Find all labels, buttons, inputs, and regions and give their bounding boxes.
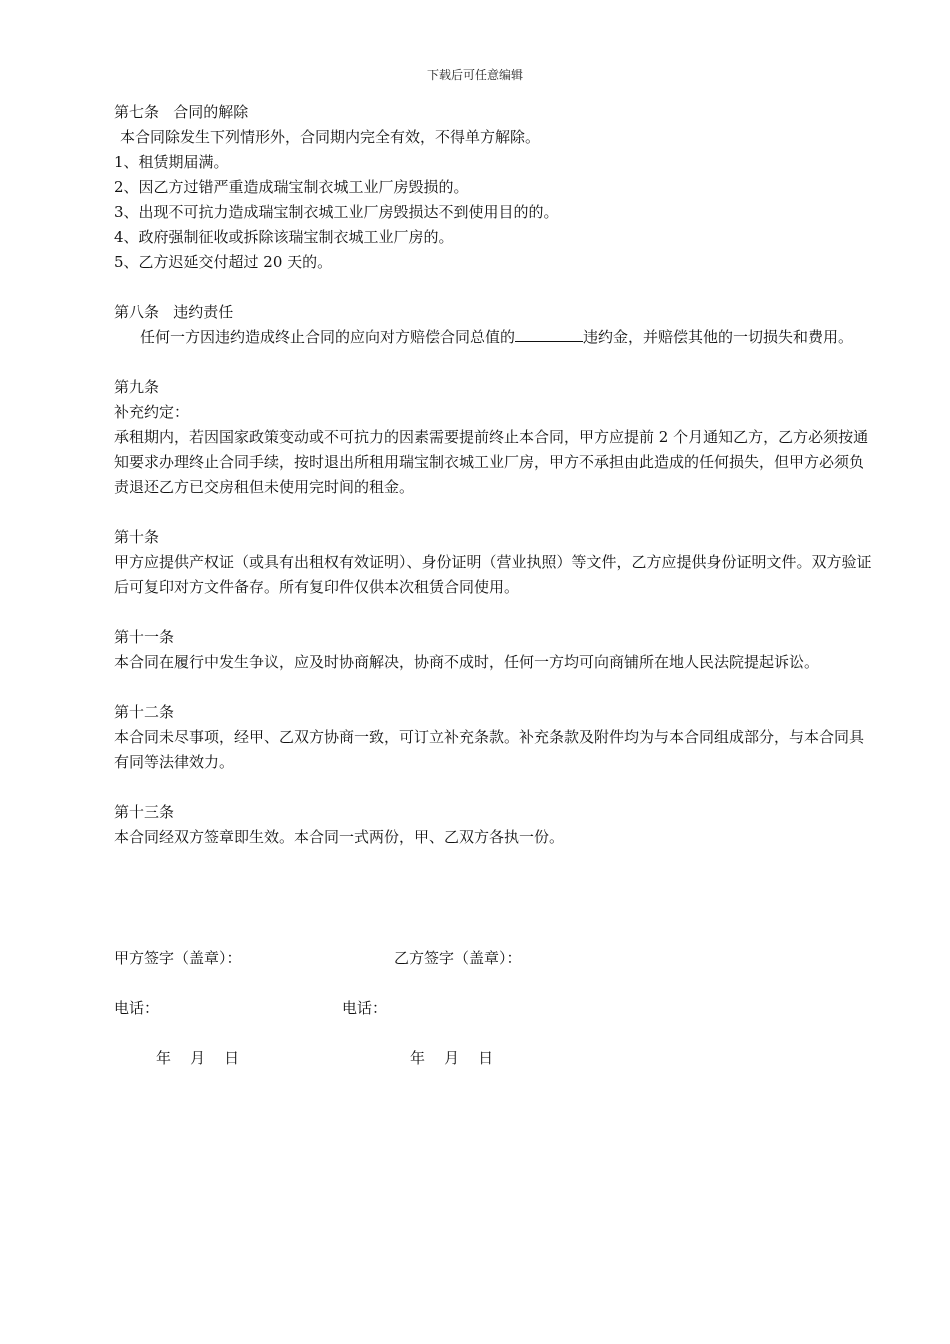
- article-9: [114, 375, 874, 500]
- article-8: [114, 300, 874, 350]
- article-7-item: 1、租赁期届满。: [114, 153, 229, 171]
- article-13-text: 本合同经双方签章即生效。本合同一式两份，甲、乙双方各执一份。: [114, 828, 565, 846]
- article-11: [114, 625, 874, 675]
- article-9-text: 承租期内，若因国家政策变动或不可抗力的因素需要提前终止本合同，甲方应提前 2 个月通知乙方，乙方必须按通知要求办理终止合同手续，按时退出所租用瑞宝制衣城工业厂房，甲方不承担由此造成的任何损失，但甲方必须负责退还乙方已交房租但未使用完时间的租金。: [114, 428, 869, 496]
- party-a-signature-label: 甲方签字（盖章）：: [114, 949, 242, 967]
- article-9-title: 第九条: [114, 378, 160, 396]
- article-7-item: 3、出现不可抗力造成瑞宝制衣城工业厂房毁损达不到使用目的的。: [114, 203, 559, 221]
- article-13-title: 第十三条: [114, 803, 175, 821]
- article-13: [114, 800, 874, 850]
- article-7: [114, 100, 874, 275]
- party-a-date: 年 月 日: [156, 1049, 240, 1067]
- article-11-text: 本合同在履行中发生争议，应及时协商解决，协商不成时，任何一方均可向商铺所在地人民法院提起诉讼。: [114, 653, 820, 671]
- article-12-text: 本合同未尽事项，经甲、乙双方协商一致，可订立补充条款。补充条款及附件均为与本合同组成部分，与本合同具有同等法律效力。: [114, 728, 865, 771]
- article-7-item: 5、乙方迟延交付超过 20 天的。: [114, 253, 333, 271]
- contract-body: [114, 100, 874, 850]
- header-note: 下载后可任意编辑: [426, 68, 523, 82]
- party-b-signature-label: 乙方签字（盖章）：: [394, 949, 522, 967]
- party-b-date: 年 月 日: [410, 1049, 494, 1067]
- article-8-title: 第八条 违约责任: [114, 303, 234, 321]
- article-11-title: 第十一条: [114, 628, 175, 646]
- article-8-text: [114, 325, 874, 350]
- article-9-subtitle: 补充约定：: [114, 403, 190, 421]
- article-7-item: 4、政府强制征收或拆除该瑞宝制衣城工业厂房的。: [114, 228, 454, 246]
- article-12-title: 第十二条: [114, 703, 175, 721]
- article-10: [114, 525, 874, 600]
- article-8-text-after: 违约金，并赔偿其他的一切损失和费用。: [583, 328, 854, 346]
- article-7-title: 第七条 合同的解除: [114, 103, 249, 121]
- party-b-phone-label: 电话：: [342, 999, 388, 1017]
- article-7-item: 2、因乙方过错严重造成瑞宝制衣城工业厂房毁损的。: [114, 178, 469, 196]
- article-10-title: 第十条: [114, 528, 160, 546]
- article-8-text-before: 任何一方因违约造成终止合同的应向对方赔偿合同总值的: [140, 328, 516, 346]
- article-7-intro: 本合同除发生下列情形外，合同期内完全有效，不得单方解除。: [120, 128, 541, 146]
- party-a-phone-label: 电话：: [114, 999, 160, 1017]
- penalty-blank-line: [515, 327, 583, 342]
- article-12: [114, 700, 874, 775]
- article-10-text: 甲方应提供产权证（或具有出租权有效证明）、身份证明（营业执照）等文件，乙方应提供身份证明文件。双方验证后可复印对方文件备存。所有复印件仅供本次租赁合同使用。: [114, 553, 872, 596]
